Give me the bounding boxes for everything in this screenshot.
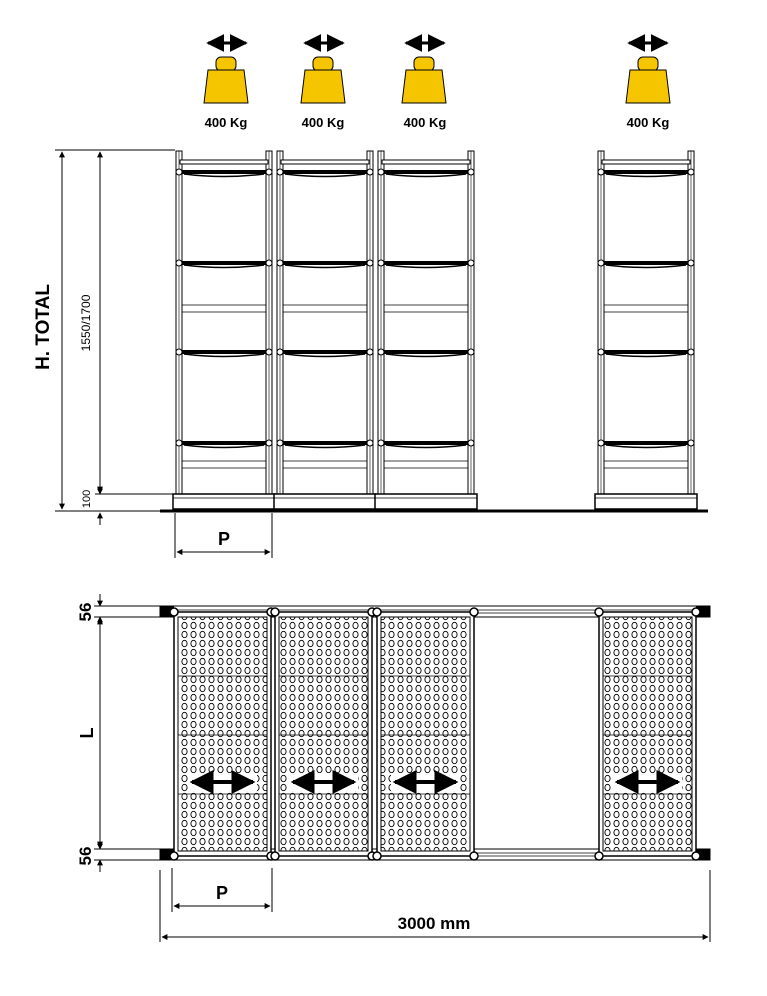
- shelving-units: [173, 151, 697, 509]
- shelving-unit: [375, 151, 477, 509]
- weight-icon: [402, 57, 446, 103]
- double-arrow-icon: [613, 773, 682, 791]
- double-arrow-icon: [391, 773, 460, 791]
- total-height-label: H. TOTAL: [33, 284, 54, 370]
- weight-group-3: [402, 43, 446, 130]
- weight-group-4: [626, 43, 670, 130]
- double-arrow-icon: [289, 773, 358, 791]
- elevation-view: [33, 150, 708, 558]
- plan-view: [76, 594, 710, 942]
- base-height-label: 100: [81, 489, 93, 509]
- shelving-unit: [173, 151, 275, 509]
- weight-group-1: [204, 43, 248, 130]
- plan-depth-label: P: [215, 883, 229, 903]
- total-width-label: 3000 mm: [397, 914, 471, 933]
- length-label: L: [77, 727, 97, 739]
- weight-label: 400 Kg: [204, 115, 248, 130]
- weight-icon: [301, 57, 345, 103]
- double-arrow-icon: [188, 773, 257, 791]
- plan-shelving-unit: [595, 608, 700, 860]
- plan-shelving-unit: [271, 608, 376, 860]
- depth-label: P: [217, 529, 231, 549]
- bottom-rail-label: 56: [76, 846, 95, 866]
- weight-label: 400 Kg: [403, 115, 447, 130]
- plan-shelving-unit: [373, 608, 478, 860]
- shelf-height-label: 1550/1700: [79, 294, 93, 352]
- weight-group-2: [301, 43, 345, 130]
- weight-icon: [626, 57, 670, 103]
- plan-shelving-units: [170, 608, 700, 860]
- weight-icon: [204, 57, 248, 103]
- top-rail-label: 56: [76, 602, 95, 622]
- rail-dimensions: [94, 594, 160, 872]
- weight-label: 400 Kg: [301, 115, 345, 130]
- plan-shelving-unit: [170, 608, 275, 860]
- height-dimensions: [55, 150, 175, 525]
- shelving-unit: [274, 151, 376, 509]
- weight-label: 400 Kg: [626, 115, 670, 130]
- shelving-unit: [595, 151, 697, 509]
